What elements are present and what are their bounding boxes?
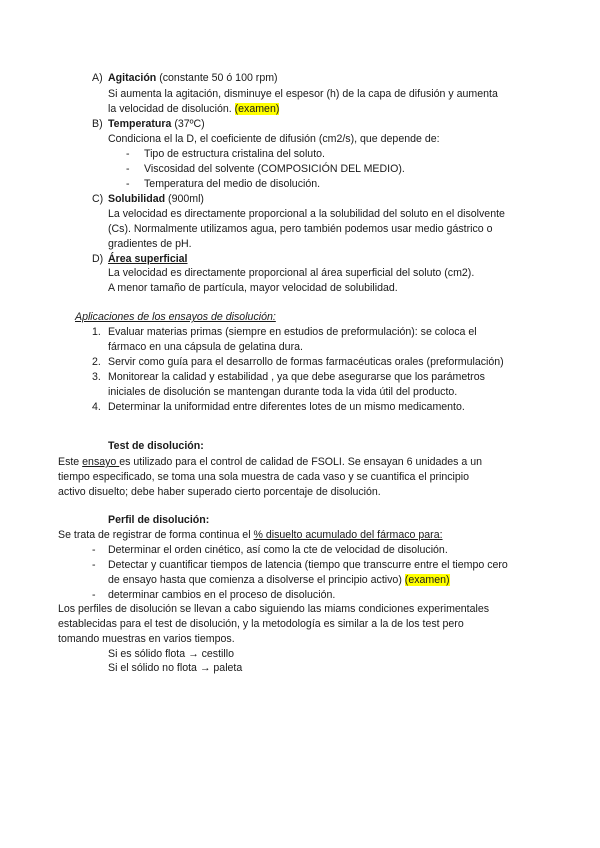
factor-b-bullet-1: Tipo de estructura cristalina del soluto. xyxy=(144,148,325,160)
exam-highlight: (examen) xyxy=(404,574,450,586)
exam-highlight: (examen) xyxy=(234,103,280,115)
test-line-2: tiempo especificado, se toma una sola muestra de cada vaso y se cuantifica el principio xyxy=(58,471,470,483)
profile-bullet-2-line-2 xyxy=(108,573,450,587)
test-line-3: activo disuelto; debe haber superado cierto porcentaje de disolución. xyxy=(58,486,381,498)
factor-b-marker: B) xyxy=(92,118,103,130)
factor-c-title: Solubilidad xyxy=(108,193,166,205)
factor-a-heading xyxy=(108,71,278,85)
bullet-dash: - xyxy=(92,559,96,571)
bullet-dash: - xyxy=(92,589,96,601)
application-2-line-1: Servir como guía para el desarrollo de formas farmacéuticas orales (preformulación) xyxy=(108,356,504,368)
factor-d-title: Área superficial xyxy=(108,253,188,265)
factor-a-line-2 xyxy=(108,102,279,116)
factor-a-detail: (constante 50 ó 100 rpm) xyxy=(156,72,278,84)
bullet-dash: - xyxy=(92,544,96,556)
factor-c-line-1: La velocidad es directamente proporcional a la solubilidad del soluto en el disolvente xyxy=(108,208,505,220)
factor-d-line-2: A menor tamaño de partícula, mayor velocidad de solubilidad. xyxy=(108,282,398,294)
bullet-dash: - xyxy=(126,178,130,190)
applications-heading: Aplicaciones de los ensayos de disolución: xyxy=(75,311,276,323)
profile-intro-underlined: % disuelto acumulado del fármaco para: xyxy=(253,529,443,541)
factor-a-title: Agitación xyxy=(108,72,157,84)
test-line-1-a: Este xyxy=(58,456,83,468)
factor-c-heading xyxy=(108,192,204,206)
test-line-1-underlined: ensayo xyxy=(82,456,120,468)
profile-case-float: Si es sólido flota → cestillo xyxy=(108,648,235,660)
factor-c-line-3: gradientes de pH. xyxy=(108,238,192,250)
profile-para-line-3: tomando muestras en varios tiempos. xyxy=(58,633,235,645)
factor-a-marker: A) xyxy=(92,72,103,84)
application-number: 4. xyxy=(92,401,101,413)
profile-bullet-1: Determinar el orden cinético, así como la cte de velocidad de disolución. xyxy=(108,544,448,556)
factor-b-heading xyxy=(108,117,205,131)
factor-c-detail: (900ml) xyxy=(165,193,204,205)
test-heading: Test de disolución: xyxy=(108,440,204,452)
profile-bullet-2-line-1: Detectar y cuantificar tiempos de latencia (tiempo que transcurre entre el tiempo cero xyxy=(108,559,508,571)
bullet-dash: - xyxy=(126,148,130,160)
application-4-line-1: Determinar la uniformidad entre diferentes lotes de un mismo medicamento. xyxy=(108,401,465,413)
profile-bullet-3: determinar cambios en el proceso de disolución. xyxy=(108,589,336,601)
factor-c-line-2: (Cs). Normalmente utilizamos agua, pero también podemos usar medio gástrico o xyxy=(108,223,493,235)
profile-para-line-1: Los perfiles de disolución se llevan a cabo siguiendo las miams condiciones experimentales xyxy=(58,603,490,615)
test-line-1-c: es utilizado para el control de calidad de FSOLI. Se ensayan 6 unidades a un xyxy=(119,456,483,468)
factor-b-bullet-2: Viscosidad del solvente (COMPOSICIÓN DEL MEDIO). xyxy=(144,163,405,175)
application-1-line-2: fármaco en una cápsula de gelatina dura. xyxy=(108,341,303,353)
application-number: 1. xyxy=(92,326,101,338)
factor-a-line-2-text: la velocidad de disolución. xyxy=(108,103,235,115)
factor-d-line-1: La velocidad es directamente proporcional al área superficial del soluto (cm2). xyxy=(108,267,475,279)
profile-intro-a: Se trata de registrar de forma continua el xyxy=(58,529,254,541)
application-number: 2. xyxy=(92,356,101,368)
application-3-line-2: iniciales de disolución se mantengan durante toda la vida útil del producto. xyxy=(108,386,458,398)
factor-b-line-1: Condiciona el la D, el coeficiente de difusión (cm2/s), que depende de: xyxy=(108,133,440,145)
test-line-1 xyxy=(58,455,482,469)
factor-b-title: Temperatura xyxy=(108,118,172,130)
factor-b-detail: (37ºC) xyxy=(171,118,205,130)
profile-intro xyxy=(58,528,443,542)
application-number: 3. xyxy=(92,371,101,383)
factor-b-bullet-3: Temperatura del medio de disolución. xyxy=(144,178,321,190)
profile-case-no-float: Si el sólido no flota → paleta xyxy=(108,662,243,674)
application-1-line-1: Evaluar materias primas (siempre en estudios de preformulación): se coloca el xyxy=(108,326,477,338)
profile-bullet-2-text: de ensayo hasta que comienza a disolverse el principio activo) xyxy=(108,574,405,586)
profile-heading: Perfil de disolución: xyxy=(108,514,210,526)
profile-para-line-2: establecidas para el test de disolución, y la metodología es similar a la de los test pero xyxy=(58,618,464,630)
bullet-dash: - xyxy=(126,163,130,175)
factor-a-line-1: Si aumenta la agitación, disminuye el espesor (h) de la capa de difusión y aumenta xyxy=(108,88,498,100)
application-3-line-1: Monitorear la calidad y estabilidad , ya que debe asegurarse que los parámetros xyxy=(108,371,485,383)
factor-d-marker: D) xyxy=(92,253,104,265)
factor-c-marker: C) xyxy=(92,193,104,205)
